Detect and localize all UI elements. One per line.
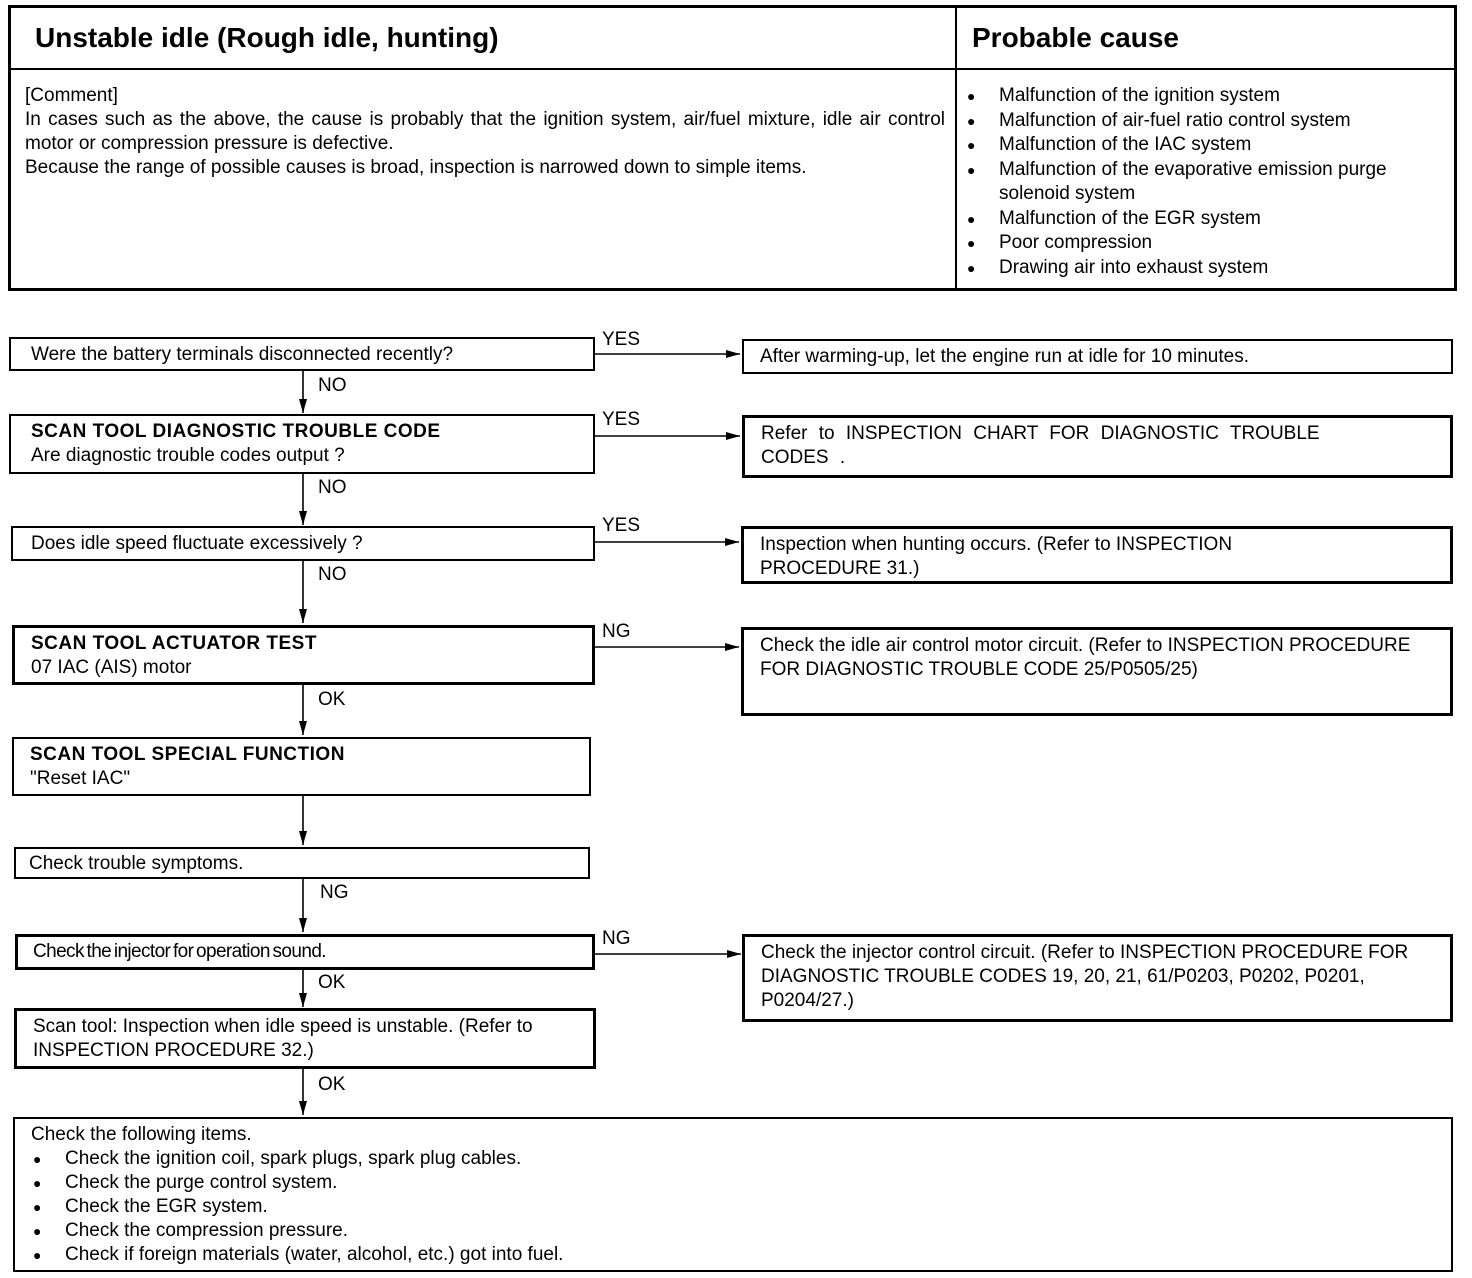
symptom-title: Unstable idle (Rough idle, hunting) [35,22,499,53]
label-ng: NG [320,882,349,903]
step-text: Scan tool: Inspection when idle speed is unstable. (Refer to INSPECTION PROCEDURE 32.) [33,1016,533,1061]
step-text: 07 IAC (AIS) motor [31,657,192,678]
label-ng: NG [602,621,631,642]
probable-cause-heading: Probable cause [972,22,1179,53]
step-title: SCAN TOOL DIAGNOSTIC TROUBLE CODE [31,421,441,442]
label-ok: OK [318,1074,346,1095]
cause-item: ● Malfunction of the evaporative emission purge solenoid system [965,158,1445,207]
result-text: Check the idle air control motor circuit. (Refer to INSPECTION PROCEDURE FOR DIAGNOSTIC TROUBLE CODE 25/P0505/25) [760,635,1411,680]
label-no: NO [318,375,347,396]
step-unstable-idle-inspection [14,1008,596,1069]
step-dtc-check [9,414,595,474]
label-yes: YES [602,515,641,536]
label-ok: OK [318,972,346,993]
step-title: SCAN TOOL ACTUATOR TEST [31,633,317,654]
result-hunting-inspection [741,526,1453,584]
step-special-function [12,737,591,796]
label-ok: OK [318,689,346,710]
step-injector-sound [15,934,595,970]
label-yes: YES [602,409,641,430]
result-iac-circuit [741,627,1453,716]
checklist-item: ● Check if foreign materials (water, alcohol, etc.) got into fuel. [31,1243,1435,1267]
step-check-symptoms [14,847,590,879]
final-checklist [13,1117,1453,1272]
step-battery-terminals [9,337,595,371]
result-text: Inspection when hunting occurs. (Refer to INSPECTION PROCEDURE 31.) [760,534,1233,579]
comment-line-2: Because the range of possible causes is broad, inspection is narrowed down to simple items. [25,157,807,178]
step-text: Does idle speed fluctuate excessively ? [31,533,363,554]
checklist-item: ● Check the ignition coil, spark plugs, spark plug cables. [31,1147,1435,1171]
comment-line-1: In cases such as the above, the cause is probably that the ignition system, air/fuel mixture, idle air control motor or compression pressure is defective. [25,109,945,154]
cause-item: ● Malfunction of air-fuel ratio control system [965,109,1445,134]
result-text: Refer to INSPECTION CHART FOR DIAGNOSTIC TROUBLE CODES . [761,423,1320,468]
result-text: After warming-up, let the engine run at idle for 10 minutes. [760,346,1249,367]
checklist-item: ● Check the EGR system. [31,1195,1435,1219]
checklist-item: ● Check the compression pressure. [31,1219,1435,1243]
cause-item: ● Malfunction of the EGR system [965,207,1445,232]
step-text: Check the injector for operation sound. [33,941,326,962]
label-no: NO [318,564,347,585]
cause-item: ● Drawing air into exhaust system [965,256,1445,281]
result-text: Check the injector control circuit. (Refer to INSPECTION PROCEDURE FOR DIAGNOSTIC TROUBLE CODES 19, 20, 21, 61/P0203, P0202, P0201, P0204/27.) [761,942,1409,1011]
cause-item: ● Poor compression [965,231,1445,256]
label-yes: YES [602,329,641,350]
step-idle-fluctuation [11,526,595,561]
result-dtc-chart [742,415,1453,478]
step-text: Check trouble symptoms. [29,853,244,874]
step-text: Are diagnostic trouble codes output ? [31,445,345,466]
cause-item: ● Malfunction of the ignition system [965,84,1445,109]
comment-label: [Comment] [25,85,118,106]
checklist-items [31,1147,1435,1267]
step-actuator-test [12,625,595,685]
result-warm-up-idle [742,339,1453,374]
checklist-item: ● Check the purge control system. [31,1171,1435,1195]
label-ng: NG [602,928,631,949]
step-text: "Reset IAC" [30,768,131,789]
step-title: SCAN TOOL SPECIAL FUNCTION [30,744,345,765]
result-injector-circuit [742,934,1453,1022]
step-text: Were the battery terminals disconnected recently? [31,344,454,365]
cause-item: ● Malfunction of the IAC system [965,133,1445,158]
label-no: NO [318,477,347,498]
checklist-heading: Check the following items. [31,1124,252,1145]
